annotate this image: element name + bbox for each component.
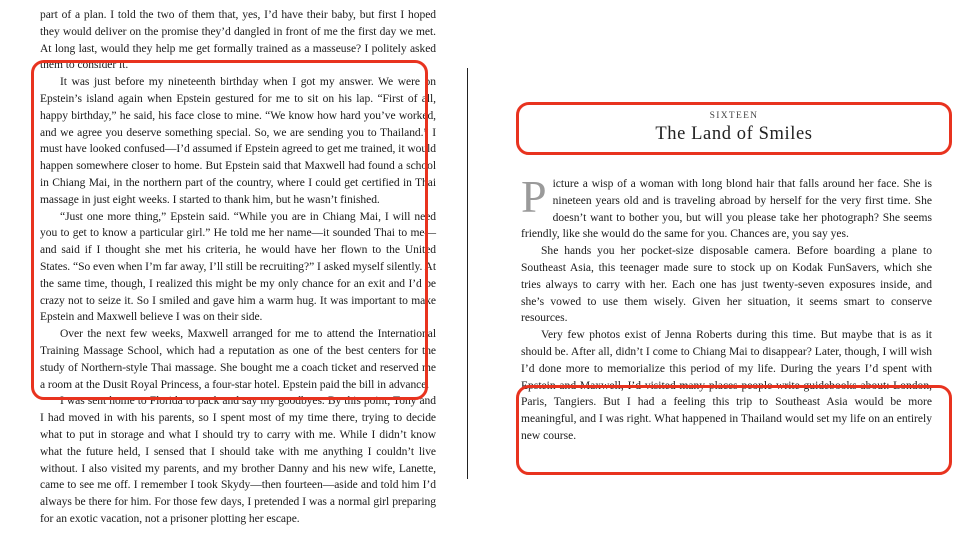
left-page	[0, 0, 448, 540]
left-paragraph-3: “Just one more thing,” Epstein said. “While you are in Chiang Mai, I will need you to get to know a particular girl.” He told me her name—it sounded Thai to me—and said if I thought she met his criteria, he would have her flown to the United States. “So even when I’m far away, I’ll still be recruiting?” I asked myself silently. At the same time, though, I realized this might be my only chance for an exit and I’d be crazy not to seize it. So I smiled and gave him a warm hug. It was important to make Epstein and Maxwell believe I was on their side.	[40, 210, 436, 324]
drop-cap: P	[521, 171, 547, 222]
left-paragraph-1: part of a plan. I told the two of them that, yes, I’d have their baby, but first I hoped they would deliver on the promise they’d dangled in front of me the first day we met. At long last, would they help me get formally trained as a masseuse? I politely asked them to consider it.	[40, 9, 436, 72]
chapter-heading	[516, 102, 952, 155]
left-paragraph-2: It was just before my nineteenth birthday when I got my answer. We were on Epstein’s island again when Epstein gestured for me to sit on his lap. “First of all, happy birthday,” he said, his face close to mine. “We know how hard you’ve worked, and we agree you deserve something special. So, we are sending you to Thailand.” I must have looked confused—I’d assumed if Epstein agreed to get me trained, it would happen somewhere closer to home. But Epstein said that Maxwell had found a school in Chiang Mai, in the northern part of the country, where I could get certified in Thai massage in just eight weeks. I started to thank him, but he wasn’t finished.	[40, 76, 436, 206]
left-paragraph-5: I was sent home to Florida to pack and say my goodbyes. By this point, Tony and I had moved in with his parents, so I spent most of my time there, trying to decide what to put in storage and what I should try to carry with me. While I didn’t know what the future held, I sensed that I should take with me anything I couldn’t live without. I also visited my parents, and my brother Danny and his new wife, Lanette, came to see me off. I remember I took Skydy—then fourteen—aside and told him I’d always be there for him. For those few days, I pretended I was a normal girl preparing for an exotic vacation, not a prisoner plotting her escape.	[40, 395, 436, 525]
chapter-number: SIXTEEN	[709, 111, 759, 121]
right-page-body	[521, 171, 932, 445]
page-gutter-divider	[467, 68, 468, 479]
right-paragraph-1	[521, 171, 932, 243]
chapter-title: The Land of Smiles	[655, 124, 813, 144]
right-paragraph-2: She hands you her pocket-size disposable camera. Before boarding a plane to Southeast Asia, this teenager made sure to stock up on Kodak FunSavers, which she tries always to carry with her. Each one has just twenty-seven exposures inside, and she’s vowed to use them wisely. Given her situation, it seems smart to conserve resources.	[521, 245, 932, 325]
left-paragraph-4: Over the next few weeks, Maxwell arranged for me to attend the International Training Massage School, which had a reputation as one of the best centers for the study of Northern-style Thai massage. She bought me a coach ticket and reserved me a room at the Dusit Royal Princess, a four-star hotel. Epstein paid the bill in advance.	[40, 328, 436, 391]
right-paragraph-3: Very few photos exist of Jenna Roberts during this time. But maybe that is as it should be. After all, didn’t I come to Chiang Mai to disappear? Later, though, I will wish I’d done more to memorialize this period of my life. During the years I’d spent with Epstein and Maxwell, I’d visited many places people write guidebooks about: London, Paris, Tangiers. But I had a feeling this trip to Southeast Asia would be more meaningful, and I was right. What happened in Thailand would set my life on an entirely new course.	[521, 329, 932, 442]
right-paragraph-1-text: icture a wisp of a woman with long blond hair that falls around her face. She is nineteen years old and is traveling abroad by herself for the very first time. She doesn’t want to bother you, but will you please take her photograph? She seems friendly, like she would do the same for you. Chances are, you say yes.	[521, 178, 932, 241]
